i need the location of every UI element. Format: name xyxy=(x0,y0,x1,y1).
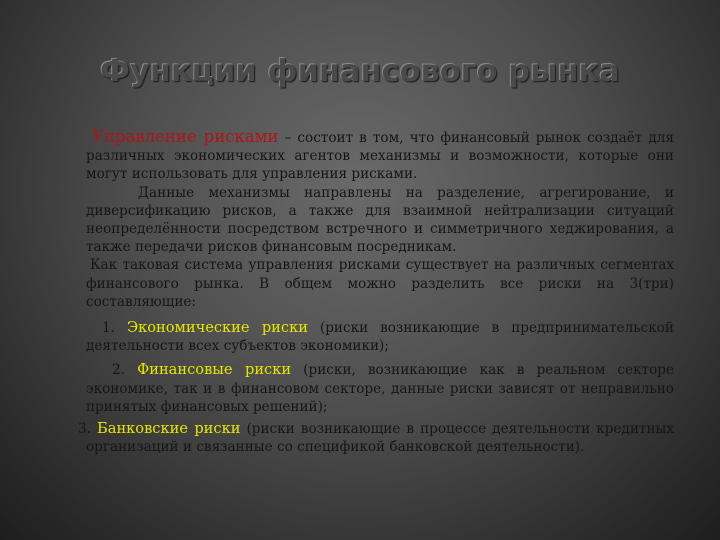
list-item-bank-risks xyxy=(78,420,674,456)
slide-body xyxy=(78,127,675,456)
item-text: (риски возникающие в предпринимательской деятельности всех субъектов экономики); xyxy=(86,320,674,355)
item-number: 1. xyxy=(102,320,127,337)
slide-title: Функции финансового рынка xyxy=(100,54,620,89)
list-item-economic-risks xyxy=(86,319,674,355)
item-text: (риски возникающие в процессе деятельности кредитных организаций и связанные со спецификой банковской деятельности). xyxy=(86,421,674,456)
paragraph-system: Как таковая система управления рисками существует на различных сегментах финансового рынка. В общем можно разделить все риски на 3(три) составляющие: xyxy=(86,257,674,310)
term-bank-risks: Банковские риски xyxy=(97,420,241,438)
item-text: (риски, возникающие как в реальном секторе экономике, так и в финансовом секторе, данные риски зависят от неправильно принятых финансовых решений); xyxy=(86,362,675,415)
item-number: 3. xyxy=(78,421,98,438)
term-economic-risks: Экономические риски xyxy=(126,319,308,337)
intro-text: – состоит в том, что финансовый рынок создаёт для различных экономических агентов механизмы и возможности, которые они могут использовать для управления рисками. xyxy=(86,130,674,183)
item-number: 2. xyxy=(112,362,138,379)
paragraph-mechanisms: Данные механизмы направлены на разделение, агрегирование, и диверсификацию рисков, а также для взаимной нейтрализации ситуаций неопределённости посредством встречного и симметричного хеджирования, а также передачи рисков финансовым посредникам. xyxy=(86,184,674,256)
list-item-financial-risks xyxy=(86,361,674,416)
term-risk-management: Управление рисками xyxy=(92,127,279,146)
paragraph-risk-management xyxy=(86,128,674,184)
term-financial-risks: Финансовые риски xyxy=(137,361,292,379)
